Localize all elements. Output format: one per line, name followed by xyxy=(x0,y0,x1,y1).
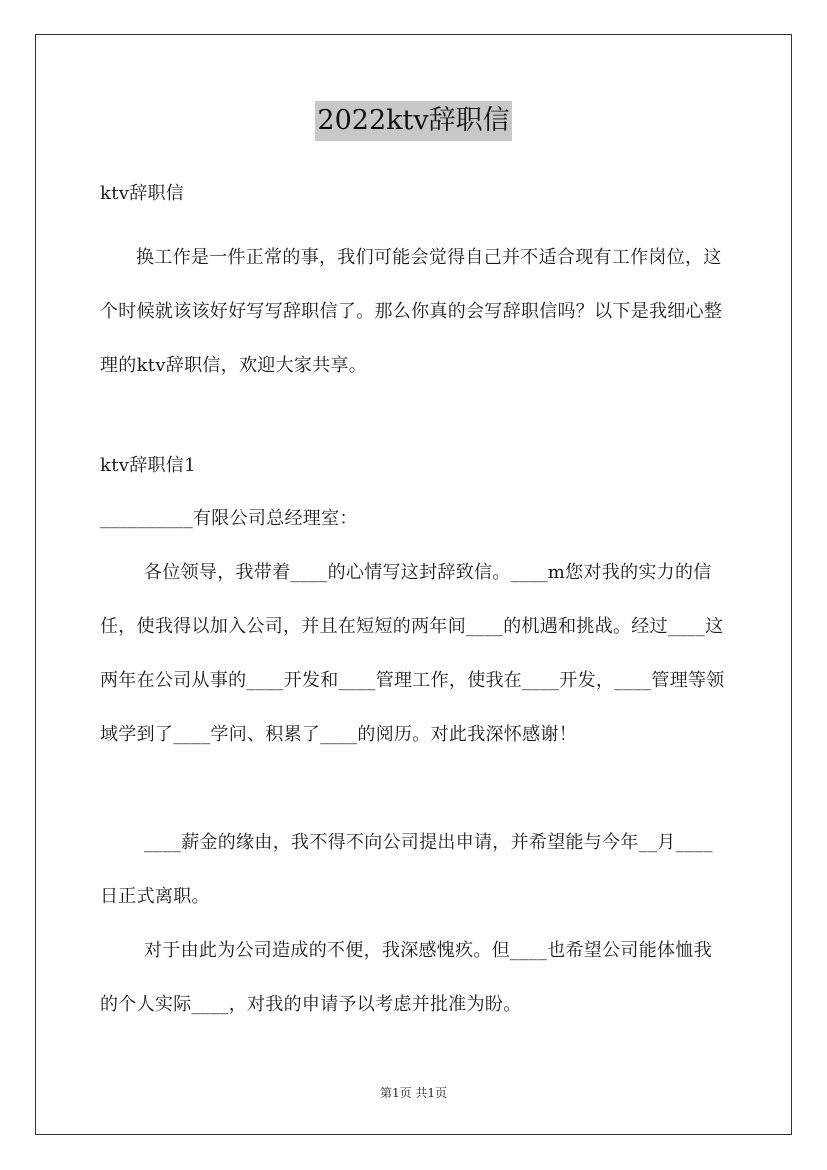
body-paragraph-2: ____薪金的缘由，我不得不向公司提出申请，并希望能与今年__月____日正式离职。 xyxy=(100,832,713,907)
document-heading: ktv辞职信 xyxy=(100,183,185,204)
title-container xyxy=(0,101,827,141)
body-paragraph-1: 各位领导，我带着____的心情写这封辞致信。____m您对我的实力的信任，使我得以加入公司，并且在短短的两年间____的机遇和挑战。经过____这两年在公司从事的____开发和____管理工作，使我在____开发，____管理等领域学到了____学问、积累了____的阅历。对此我深怀感谢！ xyxy=(100,562,725,745)
intro-paragraph: 换工作是一件正常的事，我们可能会觉得自己并不适合现有工作岗位，这个时候就该该好好写写辞职信了。那么你真的会写辞职信吗？以下是我细心整理的ktv辞职信，欢迎大家共享。 xyxy=(100,247,723,376)
body-paragraph-3: 对于由此为公司造成的不便，我深感愧疚。但____也希望公司能体恤我的个人实际____，对我的申请予以考虑并批准为盼。 xyxy=(100,940,712,1015)
section-title: ktv辞职信1 xyxy=(100,455,196,476)
salutation: __________有限公司总经理室： xyxy=(100,508,358,529)
document-title: 2022ktv辞职信 xyxy=(315,101,511,141)
page-footer: 第1页 共1页 xyxy=(379,1086,448,1100)
